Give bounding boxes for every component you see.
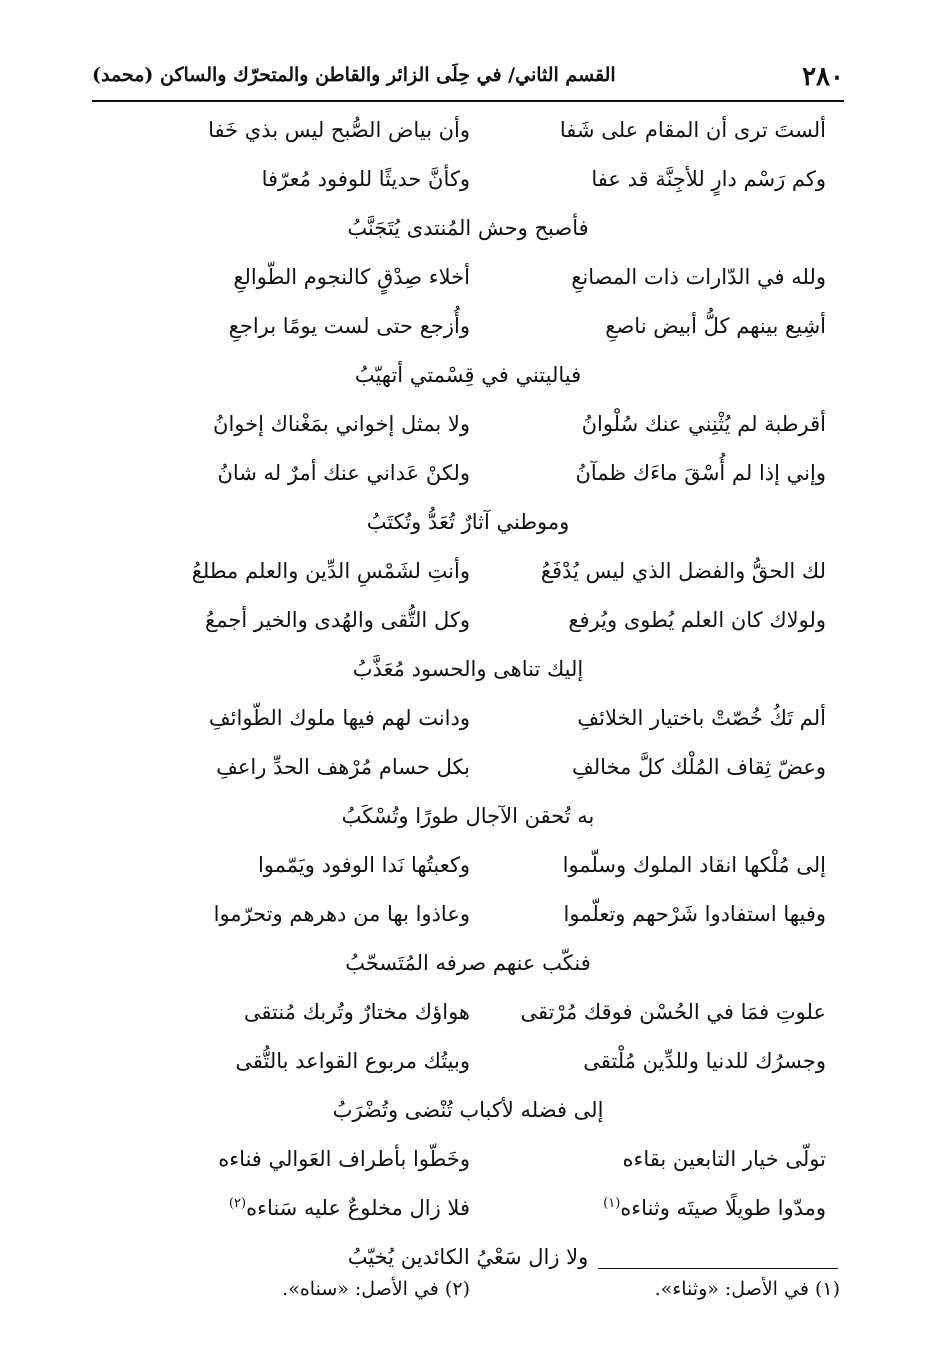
verse-second-hemistich — [110, 253, 470, 302]
refrain-text: وموطني آثارٌ تُعَدُّ وتُكتَبُ — [366, 510, 570, 534]
hemistich-text: ولولاك كان العلم يُطوى ويُرفع — [568, 608, 826, 632]
verse-first-hemistich — [486, 988, 826, 1037]
poem — [110, 106, 826, 1282]
hemistich-text: وجسرُك للدنيا وللدِّين مُلْتقى — [583, 1049, 826, 1073]
refrain-text: فياليتني في قِسْمتي أتهيّبُ — [354, 363, 582, 387]
verse-first-hemistich — [486, 1037, 826, 1086]
verse-first-hemistich — [486, 743, 826, 792]
hemistich-text: وكم رَسْم دارٍ للأجِنَّة قد عفا — [591, 167, 826, 191]
hemistich-text: وخَطّوا بأطراف العَوالي فناءه — [218, 1147, 470, 1171]
hemistich-text: ألستَ ترى أن المقام على شَفا — [559, 118, 826, 142]
verse-second-hemistich — [110, 890, 470, 939]
verse-second-hemistich — [110, 400, 470, 449]
verse-second-hemistich — [110, 547, 470, 596]
verse-first-hemistich — [486, 106, 826, 155]
running-head: القسم الثاني/ في حِلَى الزائر والقاطن والمتحرّك والساكن (محمد) — [92, 64, 616, 86]
hemistich-text: وأنتِ لشَمْسِ الدِّين والعلم مطلعُ — [191, 559, 470, 583]
hemistich-text: هواؤك مختارٌ وتُربك مُنتقى — [243, 1000, 470, 1024]
verse-line — [110, 890, 826, 939]
hemistich-text: ولا بمثل إخواني بمَغْناك إخوانُ — [213, 412, 470, 436]
verse-line — [110, 841, 826, 890]
verse-first-hemistich — [486, 1135, 826, 1184]
verse-second-hemistich — [110, 1135, 470, 1184]
verse-first-hemistich — [486, 694, 826, 743]
verse-second-hemistich — [110, 841, 470, 890]
footnote-1: (١) في الأصل: «وثناء». — [654, 1278, 840, 1300]
footnote-marker: (٢) — [228, 1196, 247, 1211]
page-number: ٢٨٠ — [802, 62, 844, 92]
verse-first-hemistich — [486, 596, 826, 645]
refrain-line — [110, 498, 826, 547]
footnote-marker: (١) — [603, 1196, 621, 1211]
refrain-text: إليك تناهى والحسود مُعَذَّبُ — [352, 657, 584, 681]
footnote-rule — [598, 1268, 838, 1269]
refrain-line — [110, 351, 826, 400]
verse-first-hemistich — [486, 1184, 826, 1233]
hemistich-text: ومدّوا طويلًا صيتَه وثناءه — [620, 1196, 826, 1220]
verse-second-hemistich — [110, 596, 470, 645]
refrain-text: فنكّب عنهم صرفه المُتَسحّبُ — [345, 951, 591, 975]
hemistich-text: ألم تَكُ خُصّتْ باختيار الخلائفِ — [577, 706, 826, 730]
verse-second-hemistich — [110, 988, 470, 1037]
verse-line — [110, 988, 826, 1037]
hemistich-text: وعاذوا بها من دهرهم وتحرّموا — [213, 902, 470, 926]
hemistich-text: إلى مُلْكها انقاد الملوك وسلّموا — [562, 853, 826, 877]
verse-second-hemistich — [110, 743, 470, 792]
hemistich-text: ولله في الدّارات ذات المصانعِ — [571, 265, 826, 289]
verse-second-hemistich — [110, 1037, 470, 1086]
refrain-line — [110, 939, 826, 988]
verse-line — [110, 1135, 826, 1184]
verse-line — [110, 694, 826, 743]
refrain-text: ولا زال سَعْيُ الكائدين يُخيّبُ — [347, 1245, 589, 1269]
hemistich-text: علوتِ فمَا في الحُسْن فوقك مُرْتقى — [520, 1000, 826, 1024]
refrain-line — [110, 1233, 826, 1282]
verse-line — [110, 1184, 826, 1233]
verse-line — [110, 743, 826, 792]
refrain-line — [110, 204, 826, 253]
verse-second-hemistich — [110, 302, 470, 351]
verse-second-hemistich — [110, 1184, 470, 1233]
refrain-text: إلى فضله لأكباب تُنْضى وتُضْرَبُ — [332, 1098, 604, 1122]
hemistich-text: وأن بياض الصُّبح ليس بذي خَفا — [208, 118, 470, 142]
verse-second-hemistich — [110, 155, 470, 204]
verse-line — [110, 1037, 826, 1086]
hemistich-text: أخلاء صِدْقٍ كالنجوم الطّوالعِ — [233, 265, 470, 289]
verse-second-hemistich — [110, 694, 470, 743]
hemistich-text: أقرطبة لم يُثْنِني عنك سُلْوانُ — [581, 412, 826, 436]
hemistich-text: وإني إذا لم أُسْقَ ماءَك ظمآنُ — [575, 461, 826, 485]
refrain-text: به تُحقن الآجال طورًا وتُسْكَبُ — [341, 804, 595, 828]
verse-line — [110, 400, 826, 449]
refrain-line — [110, 792, 826, 841]
refrain-line — [110, 1086, 826, 1135]
hemistich-text: وعضّ ثِقاف المُلْك كلَّ مخالفِ — [572, 755, 826, 779]
page-header — [92, 58, 844, 98]
verse-first-hemistich — [486, 400, 826, 449]
header-rule — [92, 100, 844, 102]
verse-line — [110, 547, 826, 596]
hemistich-text: وبيتُك مربوع القواعد بالتُّقى — [235, 1049, 470, 1073]
hemistich-text: وفيها استفادوا شَرْحهم وتعلّموا — [563, 902, 826, 926]
hemistich-text: تولّى خيار التابعين بقاءه — [622, 1147, 826, 1171]
footnote-2: (٢) في الأصل: «سناه». — [282, 1278, 470, 1300]
hemistich-text: ولكنْ عَداني عنك أمرٌ له شانُ — [217, 461, 470, 485]
hemistich-text: أشِيع بينهم كلُّ أبيض ناصعِ — [605, 314, 826, 338]
verse-second-hemistich — [110, 106, 470, 155]
refrain-text: فأصبح وحش المُنتدى يُتَجَنَّبُ — [347, 216, 589, 240]
verse-line — [110, 106, 826, 155]
verse-first-hemistich — [486, 155, 826, 204]
hemistich-text: لك الحقُّ والفضل الذي ليس يُدْفَعُ — [540, 559, 826, 583]
verse-line — [110, 155, 826, 204]
verse-line — [110, 253, 826, 302]
verse-line — [110, 449, 826, 498]
verse-second-hemistich — [110, 449, 470, 498]
hemistich-text: فلا زال مخلوعٌ عليه سَناءه — [246, 1196, 470, 1220]
verse-line — [110, 596, 826, 645]
hemistich-text: وكل التُّقى والهُدى والخير أجمعُ — [205, 608, 470, 632]
verse-first-hemistich — [486, 449, 826, 498]
verse-first-hemistich — [486, 890, 826, 939]
hemistich-text: وأُزجع حتى لست يومًا براجعِ — [228, 314, 470, 338]
hemistich-text: بكل حسام مُرْهف الحدِّ راعفِ — [216, 755, 470, 779]
hemistich-text: ودانت لهم فيها ملوك الطّوائفِ — [208, 706, 470, 730]
verse-first-hemistich — [486, 841, 826, 890]
verse-first-hemistich — [486, 302, 826, 351]
hemistich-text: وكأنَّ حديثًا للوفود مُعرّفا — [261, 167, 470, 191]
verse-first-hemistich — [486, 253, 826, 302]
hemistich-text: وكعبتُها نَدا الوفود ويَمّموا — [257, 853, 470, 877]
verse-line — [110, 302, 826, 351]
refrain-line — [110, 645, 826, 694]
footnotes — [100, 1278, 840, 1318]
verse-first-hemistich — [486, 547, 826, 596]
